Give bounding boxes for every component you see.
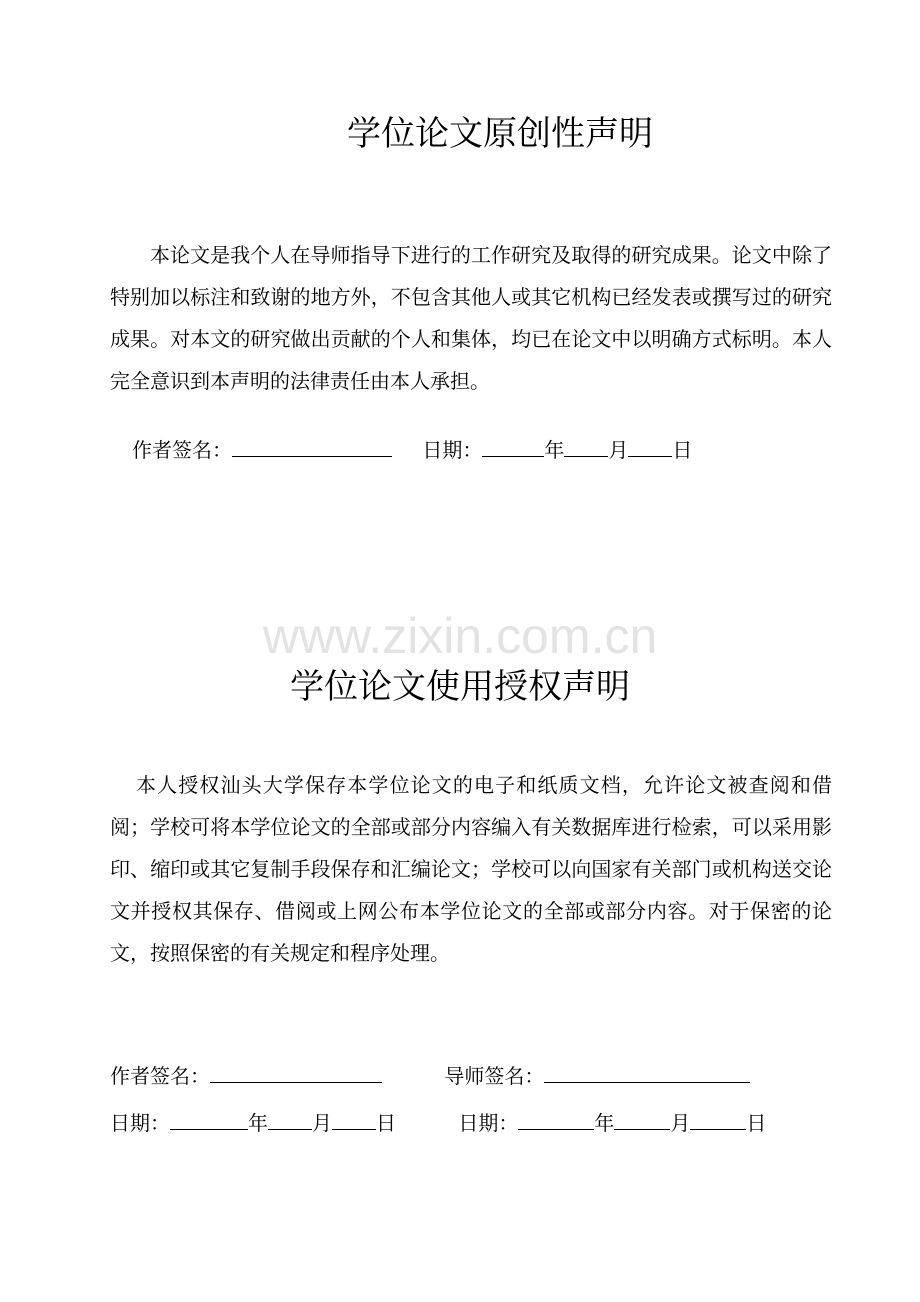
advisor-month-blank[interactable]: [614, 1107, 670, 1130]
authorization-statement-text: 本人授权汕头大学保存本学位论文的电子和纸质文档，允许论文被查阅和借阅；学校可将本学位论文的全部或部分内容编入有关数据库进行检索，可以采用影印、缩印或其它复制手段保存和汇编论文；学校可以向国家有关部门或机构送交论文并授权其保存、借阅或上网公布本学位论文的全部或部分内容。对于保密的论文，按照保密的有关规定和程序处理。: [110, 773, 832, 965]
author-date-label: 日期：: [110, 1111, 170, 1135]
originality-statement-text: 本论文是我个人在导师指导下进行的工作研究及取得的研究成果。论文中除了特别加以标注和致谢的地方外，不包含其他人或其它机构已经发表或撰写过的研究成果。对本文的研究做出贡献的个人和集体，均已在论文中以明确方式标明。本人完全意识到本声明的法律责任由本人承担。: [110, 243, 832, 393]
author-month-blank[interactable]: [268, 1107, 312, 1130]
author-day-blank[interactable]: [332, 1107, 376, 1130]
advisor-signature-label: 导师签名：: [444, 1064, 545, 1088]
author-month-label: 月: [312, 1111, 332, 1135]
year-blank[interactable]: [482, 434, 544, 457]
advisor-year-blank[interactable]: [518, 1107, 594, 1130]
month-label: 月: [608, 438, 629, 462]
day-blank[interactable]: [628, 434, 672, 457]
originality-title: 学位论文原创性声明: [347, 114, 653, 154]
author-year-label: 年: [248, 1111, 268, 1135]
advisor-day-label: 日: [746, 1111, 767, 1135]
date-label: 日期：: [422, 438, 483, 462]
advisor-signature-line[interactable]: [544, 1060, 750, 1083]
originality-signature-row: [132, 434, 692, 465]
advisor-month-label: 月: [670, 1111, 691, 1135]
authorization-signature-row: [110, 1060, 750, 1091]
authorization-title: 学位论文使用授权声明: [290, 667, 630, 707]
watermark: www.zixin.com.cn: [262, 608, 658, 664]
author-day-label: 日: [376, 1111, 396, 1135]
author-year-blank[interactable]: [170, 1107, 248, 1130]
month-blank[interactable]: [564, 434, 608, 457]
advisor-date-label: 日期：: [458, 1111, 519, 1135]
day-label: 日: [672, 438, 693, 462]
year-label: 年: [544, 438, 565, 462]
author-signature-line[interactable]: [210, 1060, 382, 1083]
advisor-year-label: 年: [594, 1111, 615, 1135]
author-signature-label: 作者签名：: [132, 438, 232, 462]
author-signature-line[interactable]: [232, 434, 392, 457]
author-signature-label: 作者签名：: [110, 1064, 210, 1088]
authorization-date-row: [110, 1107, 766, 1138]
advisor-day-blank[interactable]: [690, 1107, 746, 1130]
